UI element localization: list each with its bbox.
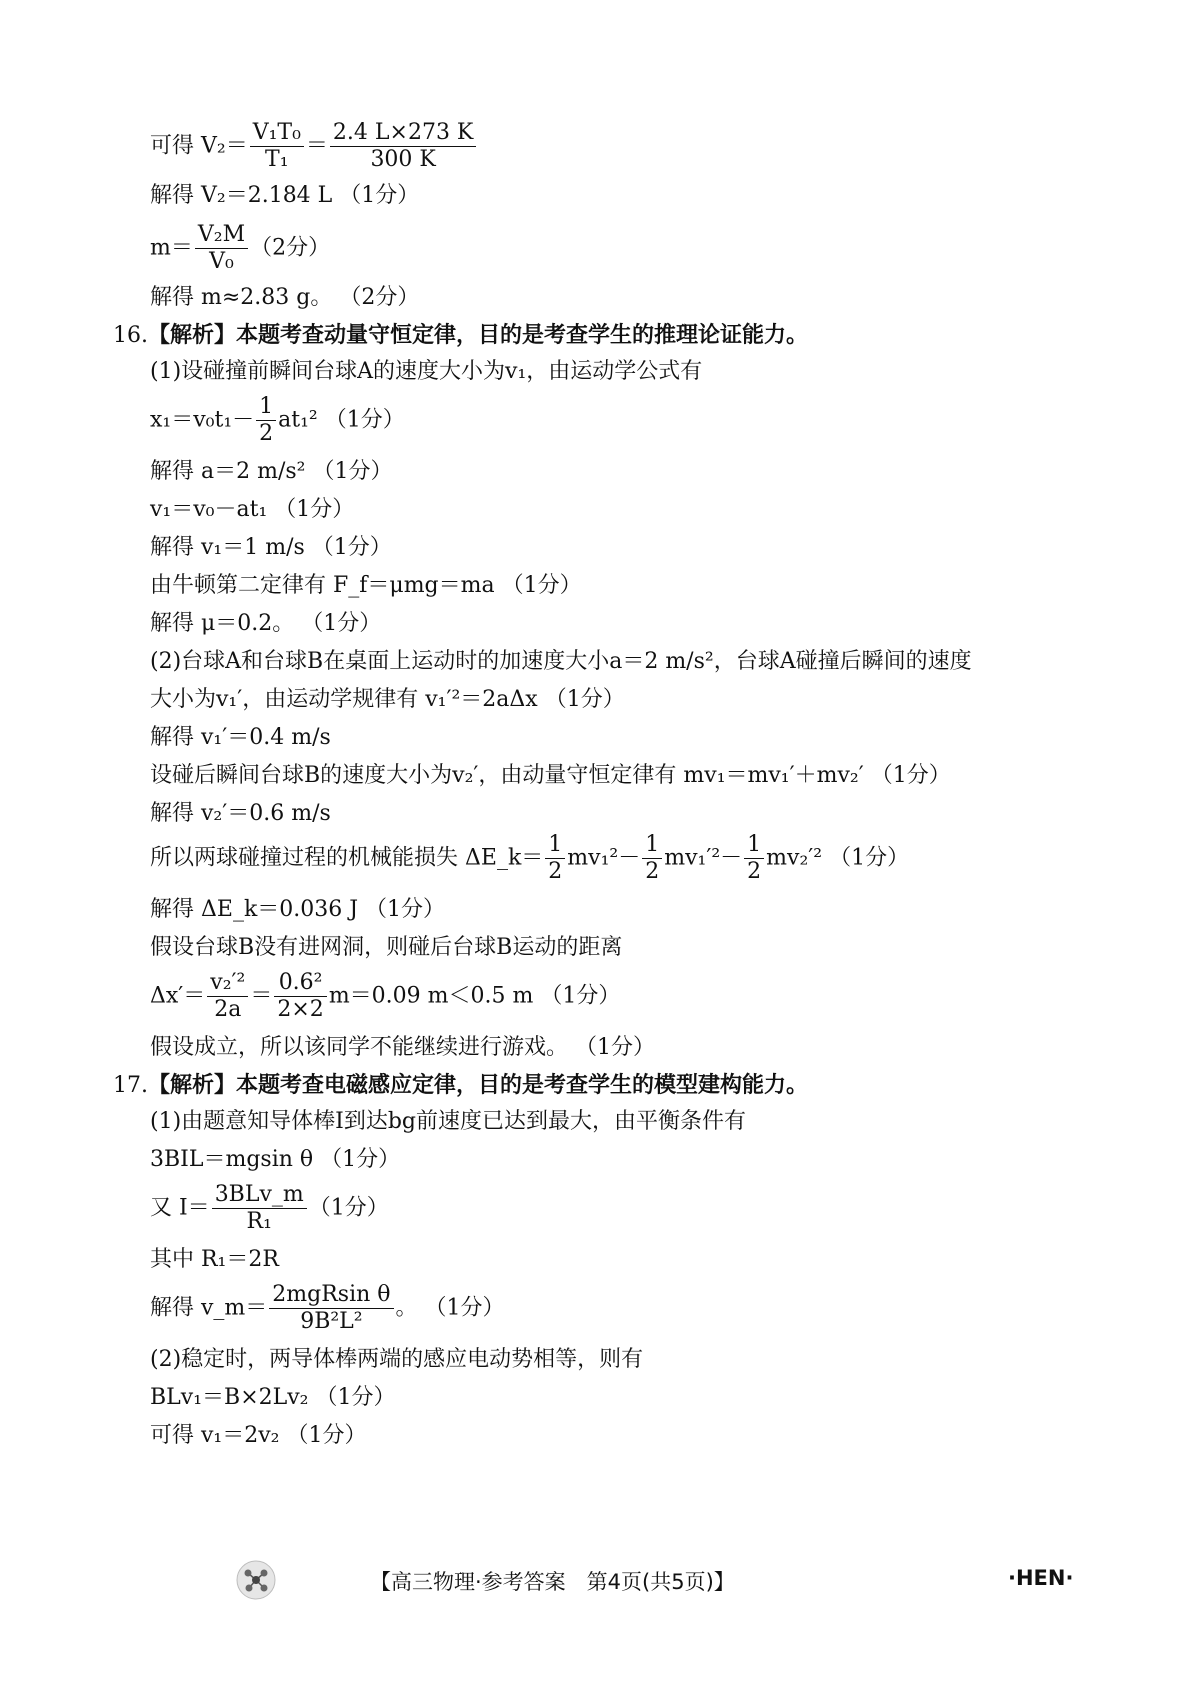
- text-line: 假设成立，所以该同学不能继续进行游戏。 （1分）: [150, 1035, 655, 1060]
- text-line: 解得 a＝2 m/s² （1分）: [150, 459, 393, 484]
- footer-title: 【高三物理·参考答案 第4页(共5页)】: [370, 1570, 735, 1594]
- question-heading: 17.【解析】本题考查电磁感应定律，目的是考查学生的模型建构能力。: [113, 1073, 809, 1098]
- molecule-logo-icon: [236, 1560, 276, 1600]
- text-line: 由牛顿第二定律有 F_f＝μmg＝ma （1分）: [150, 573, 582, 598]
- text-line: 解得 v₁′＝0.4 m/s: [150, 725, 331, 750]
- page-footer: [0, 1560, 1200, 1600]
- text-line: v₁＝v₀－at₁ （1分）: [150, 497, 355, 522]
- text-line: (2)稳定时，两导体棒两端的感应电动势相等，则有: [150, 1347, 644, 1372]
- eq-line: 所以两球碰撞过程的机械能损失 ΔE_k＝ $\frac{1}{2}$ mv₁²－ $\frac{1}{2}$ mv₁′²－ $\frac{1}{2}$ mv₂′² （1分）: [150, 832, 910, 884]
- text-line: 解得 ΔE_k＝0.036 J （1分）: [150, 897, 446, 922]
- text-line: 解得 v₂′＝0.6 m/s: [150, 801, 331, 826]
- text-line: 3BIL＝mgsin θ （1分）: [150, 1147, 401, 1172]
- eq-line: m＝ $\frac{\text{V₂M}}{\text{V₀}}$ （2分）: [150, 222, 331, 274]
- text-line: 解得 v₁＝1 m/s （1分）: [150, 535, 392, 560]
- text-line: 解得 V₂＝2.184 L （1分）: [150, 183, 420, 208]
- text-line: (2)台球A和台球B在桌面上运动时的加速度大小a＝2 m/s²，台球A碰撞后瞬间的速度: [150, 649, 972, 674]
- eq-line: 解得 v_m＝ $\frac{\text{2mgRsin θ}}{\text{9B²L²}}$ 。 （1分）: [150, 1282, 505, 1334]
- footer-code: ·HEN·: [1008, 1566, 1074, 1590]
- text-line: 设碰后瞬间台球B的速度大小为v₂′，由动量守恒定律有 mv₁＝mv₁′＋mv₂′ （1分）: [150, 763, 951, 788]
- question-heading: 16.【解析】本题考查动量守恒定律，目的是考查学生的推理论证能力。: [113, 323, 809, 348]
- text-line: 可得 v₁＝2v₂ （1分）: [150, 1423, 367, 1448]
- text-line: 解得 μ＝0.2。 （1分）: [150, 611, 382, 636]
- eq-line: 可得 V₂＝ $\frac{\text{V₁T₀}}{\text{T₁}}$ ＝ $\frac{2.4 L\times 273 K}{300 K}$: [150, 120, 478, 173]
- eq-line: x₁＝v₀t₁－ $\frac{1}{2}$ at₁² （1分）: [150, 394, 405, 446]
- text-line: (1)设碰撞前瞬间台球A的速度大小为v₁，由运动学公式有: [150, 359, 703, 384]
- text-line: 大小为v₁′，由运动学规律有 v₁′²＝2aΔx （1分）: [150, 687, 625, 712]
- text-line: (1)由题意知导体棒Ⅰ到达bg前速度已达到最大，由平衡条件有: [150, 1109, 747, 1134]
- text-line: BLv₁＝B×2Lv₂ （1分）: [150, 1385, 396, 1410]
- text-line: 假设台球B没有进网洞，则碰后台球B运动的距离: [150, 935, 623, 960]
- eq-line: 又 I＝ $\frac{\text{3BLv\_m}}{\text{R₁}}$ （1分）: [150, 1182, 389, 1234]
- text-line: 解得 m≈2.83 g。 （2分）: [150, 285, 420, 310]
- text-line: 其中 R₁＝2R: [150, 1247, 279, 1272]
- eq-line: Δx′＝ $\frac{\text{v₂′²}}{2a}$ ＝ $\frac{\text{0.6²}}{2\times 2}$ m＝0.09 m＜0.5 m （1分）: [150, 970, 621, 1022]
